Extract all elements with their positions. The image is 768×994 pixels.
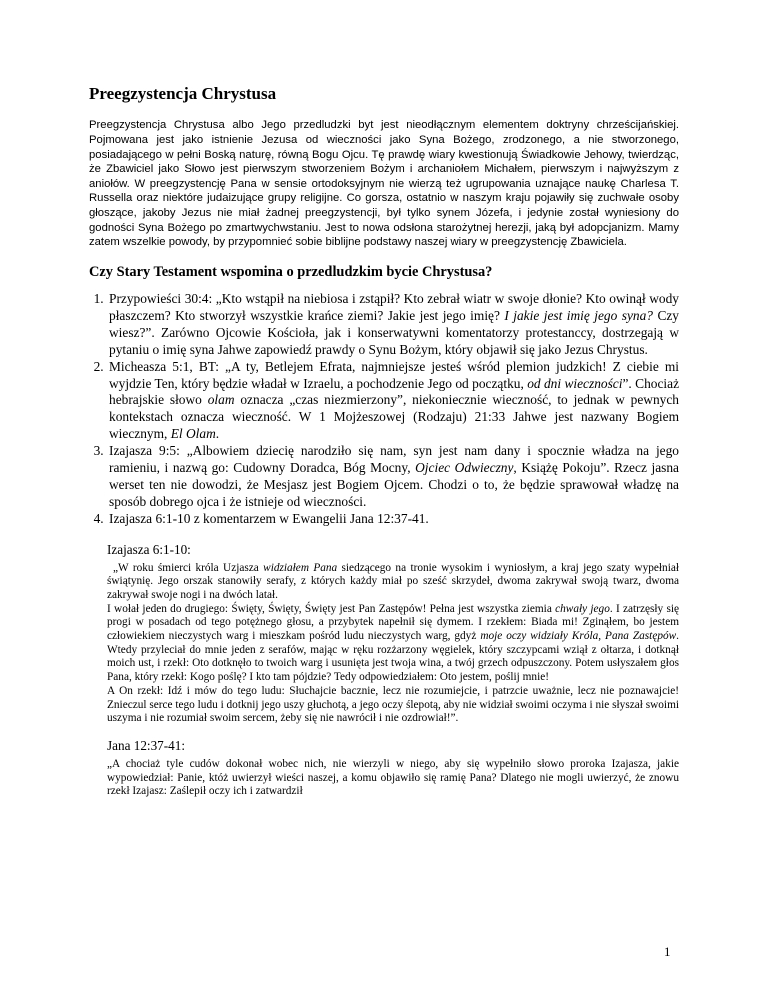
section-heading: Czy Stary Testament wspomina o przedludzkim bycie Chrystusa? — [89, 263, 493, 280]
page-content — [89, 84, 679, 811]
list-item: 1. Przypowieści 30:4: „Kto wstąpił na niebiosa i zstąpił? Kto zebrał wiatr w swoje dłonie? Kto owinął wody płaszczem? Kto stworzył wszystkie krańce ziemi? Jakie jest jego imię? I jakie jest imię jego syna? Czy wiesz?”. Zarówno Ojcowie Kościoła, jak i konserwatywni komentatorzy protestanccy, dostrzegają w pytaniu o imię syna Jahwe zapowiedź prawdy o Synu Bożym, który objawił się jako Jezus Chrystus. — [107, 291, 679, 359]
quote-paragraph: I wołał jeden do drugiego: Święty, Święty, Święty jest Pan Zastępów! Pełna jest wszystka ziemia chwały jego. I zatrzęsły się progi w posadach od tego potężnego głosu, a przybytek napełnił się dymem. I rzekłem: Biada mi! Zginąłem, bo jestem człowiekiem nieczystych warg i mieszkam pośród ludu nieczystych warg, gdyż moje oczy widziały Króla, Pana Zastępów. Wtedy przyleciał do mnie jeden z serafów, mając w ręku rozżarzony węgielek, który szczypcami wziął z ołtarza, i dotknął moich ust, i rzekł: Oto dotknęło to twoich warg i usunięta jest twoja wina, a twój grzech odpuszczony. Potem usłyszałem głos Pana, który rzekł: Kogo poślę? I kto tam pójdzie? Tedy odpowiedziałem: Oto jestem, poślij mnie! — [107, 602, 679, 684]
quote-paragraph: A On rzekł: Idź i mów do tego ludu: Słuchajcie bacznie, lecz nie rozumiejcie, i patrzcie uważnie, lecz nie poznawajcie! Znieczul serce tego ludu i dotknij jego uszy głuchotą, a jego oczy ślepotą, aby nie widział swoimi oczyma i nie słyszał swoimi uszyma i nie rozumiał swoim sercem, żeby się nie nawrócił i nie ozdrowiał!”. — [107, 684, 679, 725]
john-quote — [107, 758, 679, 799]
scripture-list — [89, 291, 679, 528]
john-reference: Jana 12:37-41: — [107, 737, 186, 753]
page-number: 1 — [664, 944, 671, 959]
list-item: 4. Izajasza 6:1-10 z komentarzem w Ewangelii Jana 12:37-41. — [107, 511, 679, 528]
list-item: 2. Micheasza 5:1, BT: „A ty, Betlejem Efrata, najmniejsze jesteś wśród plemion judzkich! Z ciebie mi wyjdzie Ten, który będzie władał w Izraelu, a pochodzenie Jego od początku, od dni wieczności”. Chociaż hebrajskie słowo olam oznacza „czas niezmierzony”, niekoniecznie wieczność, to jednak w pewnych kontekstach oznacza wieczność. W 1 Mojżeszowej (Rodzaju) 21:33 Jahwe jest nazwany Bogiem wiecznym, El Olam. — [107, 359, 679, 444]
quote-paragraph: „A chociaż tyle cudów dokonał wobec nich, nie wierzyli w niego, aby się wypełniło słowo proroka Izajasza, jakie wypowiedział: Panie, któż uwierzył wieści naszej, a komu objawiło się ramię Pana? Dlatego nie mogli uwierzyć, że znowu rzekł Izajasz: Zaślepił oczy ich i zatwardził — [107, 757, 679, 798]
isaiah-reference: Izajasza 6:1-10: — [107, 541, 191, 557]
document-title: Preegzystencja Chrystusa — [89, 84, 277, 103]
isaiah-quote — [107, 562, 679, 726]
list-item: 3. Izajasza 9:5: „Albowiem dziecię narodziło się nam, syn jest nam dany i spocznie władza na jego ramieniu, i nazwą go: Cudowny Doradca, Bóg Mocny, Ojciec Odwieczny, Książę Pokoju”. Rzecz jasna werset ten nie dowodzi, że Mesjasz jest Bogiem Ojcem. Chodzi o to, że będzie sprawował władzę na sposób dobrego ojca i że istnieje od wieczności. — [107, 443, 679, 511]
intro-paragraph: Preegzystencja Chrystusa albo Jego przedludzki byt jest nieodłącznym elementem doktryny chrześcijańskiej. Pojmowana jest jako istnienie Jezusa od wieczności jako Syna Bożego, zrodzonego, a nie stworzonego, posiadającego w pełni Boską naturę, równą Bogu Ojcu. Tę prawdę wiary kwestionują Świadkowie Jehowy, twierdząc, że Zbawiciel jako Słowo jest pierwszym stworzeniem Bożym i archaniołem Michałem, pierwszym i najwyższym z aniołów. W preegzystencję Pana w sensie ortodoksyjnym nie wierzą też ugrupowania uznające naukę Charlesa T. Russella oraz niektóre judaizujące grupy religijne. Co gorsza, ostatnio w naszym kraju pojawiły się zuchwałe osoby głoszące, jakoby Jezus nie miał żadnej preegzystencji, był tylko synem Józefa, i jedynie został wyniesiony do godności Syna Bożego po zmartwychwstaniu. Jest to nowa odsłona starożytnej herezji, jaką był adopcjanizm. Mamy zatem wszelkie powody, by przypomnieć sobie biblijne podstawy naszej wiary w preegzystencję Zbawiciela. — [89, 119, 679, 249]
quote-paragraph: „W roku śmierci króla Uzjasza widziałem Pana siedzącego na tronie wysokim i wyniosłym, a kraj jego szaty wypełniał świątynię. Jego orszak stanowiły serafy, z których każdy miał po sześć skrzydeł, dwoma zakrywał swoją twarz, dwoma zakrywał swoje nogi i na dwóch latał. — [107, 561, 679, 601]
